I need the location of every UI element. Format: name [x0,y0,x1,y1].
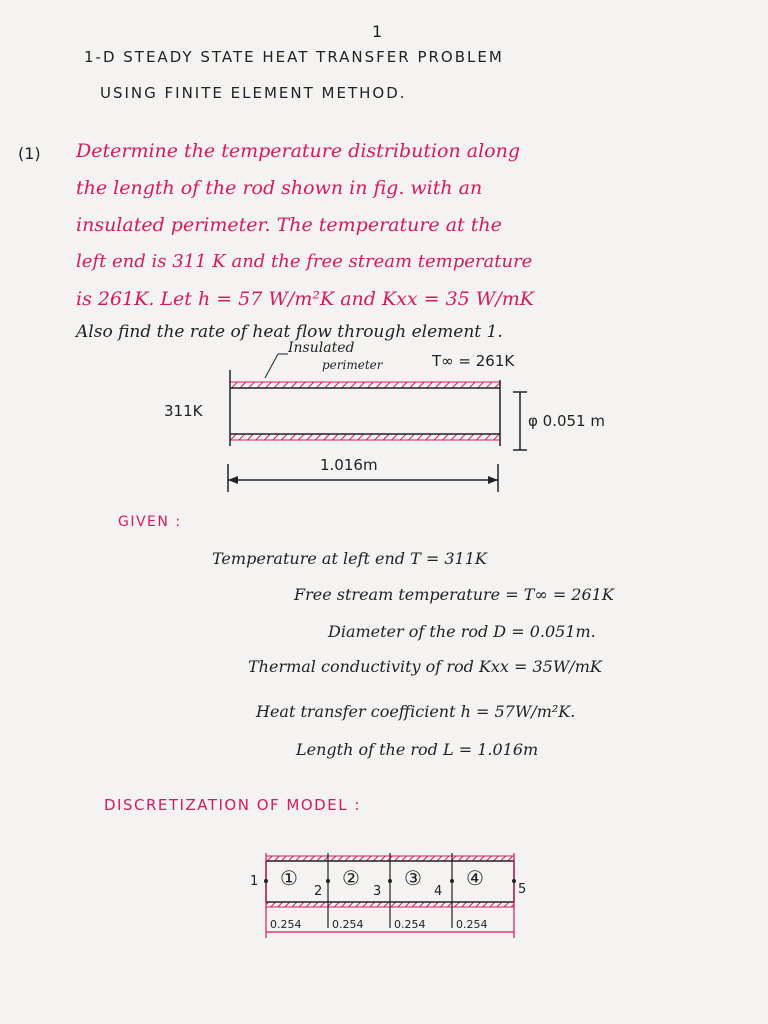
discretized-model-figure [230,848,550,958]
length-label: 1.016m [320,456,378,474]
problem-number: (1) [18,144,41,163]
element-label-4: ④ [466,866,484,890]
discretization-heading: DISCRETIZATION OF MODEL : [104,796,361,814]
insulated-leader [265,354,278,378]
element-length-4: 0.254 [456,918,488,931]
node-dot-4 [450,879,454,883]
node-label-5: 5 [518,882,527,897]
given-item-5: Heat transfer coefficient h = 57W/m²K. [256,702,576,721]
node-label-2: 2 [314,884,323,899]
node-dot-2 [326,879,330,883]
problem-line-6: Also find the rate of heat flow through element 1. [76,322,503,342]
element-label-2: ② [342,866,360,890]
node-dot-3 [388,879,392,883]
element-length-1: 0.254 [270,918,302,931]
given-item-3: Diameter of the rod D = 0.051m. [328,622,596,641]
node-label-4: 4 [434,884,443,899]
given-item-6: Length of the rod L = 1.016m [296,740,539,759]
bottom-insulation [230,434,500,440]
problem-line-4: left end is 311 K and the free stream temperature [76,251,533,272]
element-label-3: ③ [404,866,422,890]
left-temp-label: 311K [164,402,203,420]
page-title-line1: 1-D STEADY STATE HEAT TRANSFER PROBLEM [84,48,504,66]
insulated-label: Insulated [288,340,355,356]
page-number: 1 [372,22,383,41]
top-insulation [230,382,500,388]
problem-line-2: the length of the rod shown in fig. with an [76,177,483,199]
node-dot-5 [512,879,516,883]
node-label-1: 1 [250,874,259,889]
given-item-1: Temperature at left end T = 311K [212,549,487,568]
node-label-3: 3 [373,884,382,899]
given-heading: GIVEN : [118,514,182,530]
element-label-1: ① [280,866,298,890]
page-title-line2: USING FINITE ELEMENT METHOD. [100,84,407,102]
perimeter-label: perimeter [322,358,383,372]
tinf-label: T∞ = 261K [432,352,515,370]
problem-line-3: insulated perimeter. The temperature at the [76,214,502,236]
given-item-2: Free stream temperature = T∞ = 261K [294,585,614,604]
problem-line-5: is 261K. Let h = 57 W/m²K and Kxx = 35 W/mK [76,288,534,310]
given-item-4: Thermal conductivity of rod Kxx = 35W/mK [248,657,602,676]
node-dot-1 [264,879,268,883]
element-length-2: 0.254 [332,918,364,931]
element-length-3: 0.254 [394,918,426,931]
diameter-label: φ 0.051 m [528,412,605,430]
problem-line-1: Determine the temperature distribution along [76,140,521,162]
